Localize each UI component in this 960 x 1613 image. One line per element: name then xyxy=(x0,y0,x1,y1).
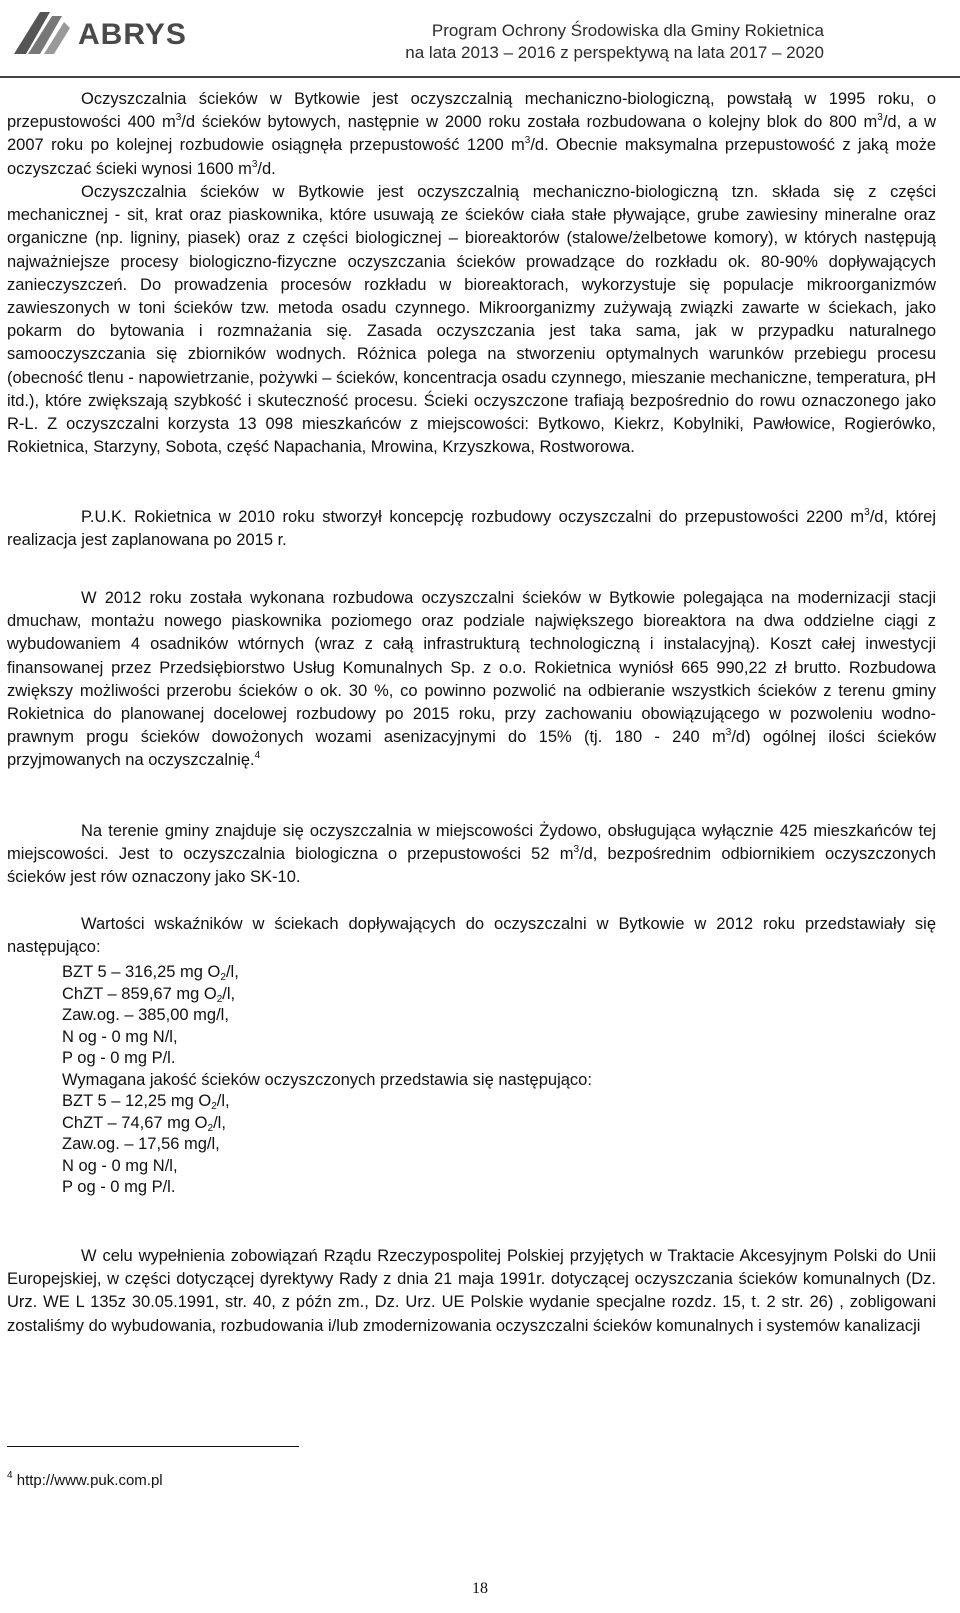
page-header xyxy=(0,0,960,78)
header-divider xyxy=(0,76,960,78)
paragraph-expansion-concept: P.U.K. Rokietnica w 2010 roku stworzył koncepcję rozbudowy oczyszczalni do przepustowości 2200 $m^3/d$, której realizacja jest zaplanowana po 2015 r. xyxy=(7,507,936,550)
required-quality-heading: Wymagana jakość ścieków oczyszczonych przedstawia się następująco: xyxy=(62,1070,592,1089)
paragraph-inflow-intro: Wartości wskaźników w ściekach dopływających do oczyszczalni w Bytkowie w 2012 roku przedstawiały się następująco: xyxy=(7,915,936,957)
abrys-logo xyxy=(10,6,240,66)
footnote xyxy=(7,1472,163,1489)
list-item: Zaw.og. – 17,56 mg/l, xyxy=(62,1135,220,1153)
list-item: N og - 0 mg N/l, xyxy=(62,1156,178,1175)
list-item: ChZT – 74,67 mg $O_2/l$, xyxy=(62,1113,226,1134)
page-number: 18 xyxy=(472,1580,488,1597)
footnote-link[interactable]: http://www.puk.com.pl xyxy=(16,1472,163,1489)
list-item: Zaw.og. – 385,00 mg/l, xyxy=(62,1006,229,1024)
paragraph-treatment-process: Oczyszczalnia ścieków w Bytkowie jest oczyszczalnią mechaniczno-biologiczną tzn. składa się z części mechanicznej - sit, krat oraz piaskownika, które usuwają ze ścieków ciała stałe pływające, grube zawiesiny mineralne oraz organiczne (np. ligniny, piasek) oraz z części biologicznej – bioreaktorów (stalowe/żelbetowe komory), w których następują najważniejsze procesy biologiczno-fizyczne oczyszczania ścieków prowadzące do rozkładu ok. 80-90% dopływających zanieczyszczeń. Do prowadzenia procesów rozkładu w bioreaktorach, wykorzystuje się populacje mikroorganizmów zawieszonych w toni ścieków tzw. metoda osadu czynnego. Mikroorganizmy zużywają związki zawarte w ściekach, jako pokarm do bytowania i rozmnażania się. Zasada oczyszczania jest taka sama, jak w przypadku naturalnego samooczyszczania się zbiorników wodnych. Różnica polega na stworzeniu optymalnych warunków przebiegu procesu (obecność tlenu - napowietrzanie, pożywki – ścieków, koncentracja osadu czynnego, mieszanie mechaniczne, temperatura, pH itd.), które zwiększają szybkość i skuteczność procesu. Ścieki oczyszczone trafiają bezpośrednio do rowu oznaczonego jako R-L. Z oczyszczalni korzysta 13 098 mieszkańców z miejscowości: Bytkowo, Kiekrz, Kobylniki, Pawłowice, Rogierówko, Rokietnica, Starzyny, Sobota, część Napachania, Mrowina, Krzyszkowa, Rostworowa. xyxy=(7,183,936,457)
list-item: N og - 0 mg N/l, xyxy=(62,1027,178,1046)
footnote-number: 4 xyxy=(7,1470,13,1481)
paragraph-2012-expansion: W 2012 roku została wykonana rozbudowa oczyszczalni ścieków w Bytkowie polegająca na modernizacji stacji dmuchaw, montażu nowego piaskownika poziomego oraz podziale największego bioreaktora na dwa oddzielne ciągi z wybudowaniem 4 osadników wtórnych (wraz z całą infrastrukturą technologiczną i instalacyjną). Koszt całej inwestycji finansowanej przez Przedsiębiorstwo Usług Komunalnych Sp. z o.o. Rokietnica wyniósł 665 990,22 zł brutto. Rozbudowa zwiększy możliwości przerobu ścieków o ok. 30 %, co powinno pozwolić na odbieranie wszystkich ścieków z terenu gminy Rokietnica do planowanej docelowej rozbudowy po 2015 roku, przy zachowaniu obowiązującego w pozwoleniu wodno-prawnym progu ścieków dowożonych wozami asenizacyjnymi do 15% (tj. 180 - 240 $m^3/d$) ogólnej ilości ścieków przyjmowanych na oczyszczalnię.$^4$ xyxy=(7,589,936,770)
list-item: P og - 0 mg P/l. xyxy=(62,1049,176,1067)
list-item: ChZT – 859,67 mg $O_2/l$, xyxy=(62,984,236,1005)
paragraph-bytkowo-history: Oczyszczalnia ścieków w Bytkowie jest oczyszczalnią mechaniczno-biologiczną, powstałą w 1995 roku, o przepustowości 400 $m^3/d$ ścieków bytowych, następnie w 2000 roku została rozbudowana o kolejny blok do 800 $m^3/d$, a w 2007 roku po kolejnej rozbudowie osiągnęła przepustowość 1200 $m^3/d$. Obecnie maksymalna przepustowość z jaką może oczyszczać ścieki wynosi 1600 $m^3/d$. xyxy=(7,90,936,178)
paragraph-zydowo-plant: Na terenie gminy znajduje się oczyszczalnia w miejscowości Żydowo, obsługująca wyłącznie 425 mieszkańców tej miejscowości. Jest to oczyszczalnia biologiczna o przepustowości 52 $m^3/d$, bezpośrednim odbiornikiem oczyszczonych ścieków jest rów oznaczony jako SK-10. xyxy=(7,822,936,887)
list-item: P og - 0 mg P/l. xyxy=(62,1178,176,1196)
document-title-line-2: na lata 2013 – 2016 z perspektywą na lata 2017 – 2020 xyxy=(405,43,824,62)
inflow-indicators-list xyxy=(62,962,922,1199)
logo-text: ABRYS xyxy=(78,18,187,51)
list-item: BZT 5 – 316,25 mg $O_2/l$, xyxy=(62,963,239,983)
abrys-logo-mark-icon xyxy=(10,6,74,62)
list-item: BZT 5 – 12,25 mg $O_2/l$, xyxy=(62,1092,230,1112)
footnote-reference: 4 xyxy=(254,750,261,762)
document-title xyxy=(405,20,824,64)
paragraph-eu-obligations: W celu wypełnienia zobowiązań Rządu Rzeczypospolitej Polskiej przyjętych w Traktacie Akcesyjnym Polski do Unii Europejskiej, w części dotyczącej dyrektywy Rady z dnia 21 maja 1991r. dotyczącej oczyszczania ścieków komunalnych (Dz. Urz. WE L 135z 30.05.1991, str. 40, z późn zm., Dz. Urz. UE Polskie wydanie specjalne rozdz. 15, t. 2 str. 26) , zobligowani zostaliśmy do wybudowania, rozbudowania i/lub zmodernizowania oczyszczalni ścieków komunalnych i systemów kanalizacji xyxy=(7,1247,936,1335)
footnote-divider xyxy=(7,1446,299,1447)
document-title-line-1: Program Ochrony Środowiska dla Gminy Rokietnica xyxy=(431,21,824,40)
